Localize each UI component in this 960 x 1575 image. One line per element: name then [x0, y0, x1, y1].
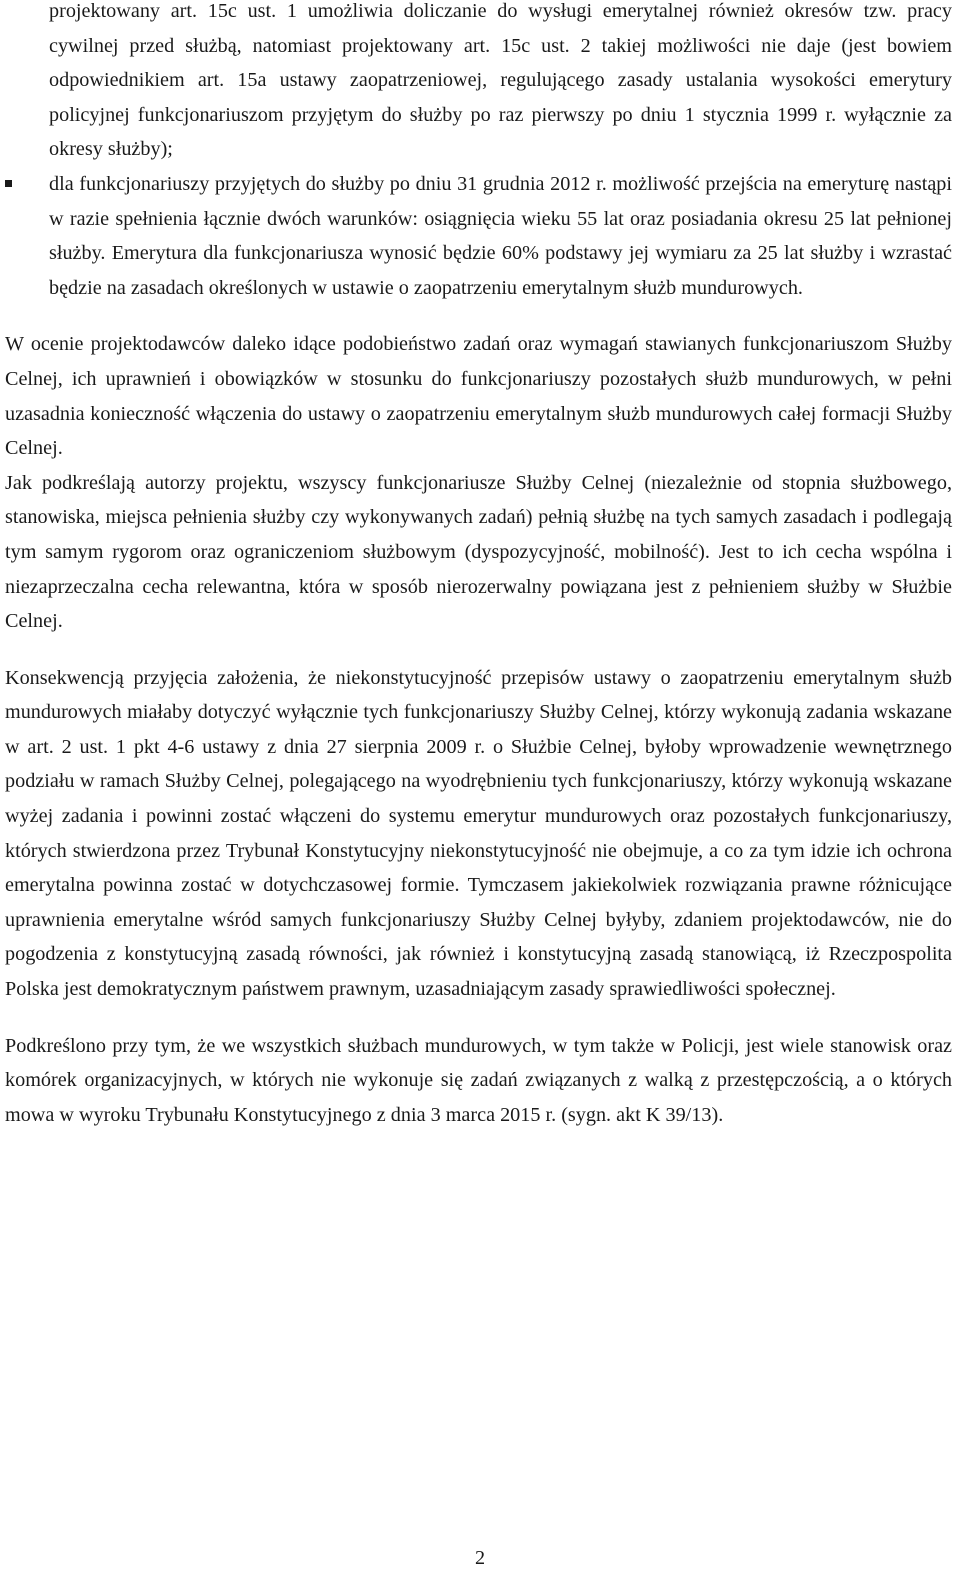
paragraph-emphasis: Podkreślono przy tym, że we wszystkich służbach mundurowych, w tym także w Policji, jest wiele stanowisk oraz komórek organizacyjnych, w których nie wykonuje się zadań związanych z walką z przestępczością, a o których mowa w wyroku Trybunału Konstytucyjnego z dnia 3 marca 2015 r. (sygn. akt K 39/13).: [5, 1034, 952, 1126]
page-number: 2: [474, 1547, 486, 1569]
continuation-paragraph: projektowany art. 15c ust. 1 umożliwia doliczanie do wysługi emerytalnej również okresów tzw. pracy cywilnej przed służbą, natomiast projektowany art. 15c ust. 2 takiej możliwości nie daje (jest bowiem odpowiednikiem art. 15a ustawy zaopatrzeniowej, regulującego zasady ustalania wysokości emerytury policyjnej funkcjonariuszom przyjętym do służby po raz pierwszy po dniu 1 stycznia 1999 r. wyłącznie za okresy służby);: [49, 0, 952, 161]
paragraph-authors: Jak podkreślają autorzy projektu, wszyscy funkcjonariusze Służby Celnej (niezależnie od stopnia służbowego, stanowiska, miejsca pełnienia służby czy wykonywanych zadań) pełnią służbę na tych samych zasadach i podlegają tym samym rygorom oraz ograniczeniom służbowym (dyspozycyjność, mobilność). Jest to ich cecha wspólna i niezaprzeczalna cecha relewantna, która w sposób nierozerwalny powiązana jest z pełnieniem służby w Służbie Celnej.: [5, 471, 952, 633]
paragraph-similarity: W ocenie projektodawców daleko idące podobieństwo zadań oraz wymagań stawianych funkcjonariuszom Służby Celnej, ich uprawnień i obowiązków w stosunku do funkcjonariuszy pozostałych służb mundurowych, w pełni uzasadnia konieczność włączenia do ustawy o zaopatrzeniu emerytalnym służb mundurowych całej formacji Służby Celnej.: [5, 333, 952, 460]
bullet-list-item: [5, 167, 952, 305]
bullet-text: dla funkcjonariuszy przyjętych do służby po dniu 31 grudnia 2012 r. możliwość przejścia na emeryturę nastąpi w razie spełnienia łącznie dwóch warunków: osiągnięcia wieku 55 lat oraz posiadania okresu 25 lat pełnionej służby. Emerytura dla funkcjonariusza wynosić będzie 60% podstawy jej wymiaru za 25 lat służby i wzrastać będzie na zasadach określonych w ustawie o zaopatrzeniu emerytalnym służb mundurowych.: [49, 172, 952, 299]
document-page: [5, 0, 952, 1132]
square-bullet-icon: [5, 180, 12, 187]
paragraph-consequence: Konsekwencją przyjęcia założenia, że niekonstytucyjność przepisów ustawy o zaopatrzeniu emerytalnym służb mundurowych miałaby dotyczyć wyłącznie tych funkcjonariuszy Służby Celnej, którzy wykonują zadania wskazane w art. 2 ust. 1 pkt 4-6 ustawy z dnia 27 sierpnia 2009 r. o Służbie Celnej, byłoby wprowadzenie wewnętrznego podziału w ramach Służby Celnej, polegającego na wyodrębnieniu tych funkcjonariuszy, którzy wykonują wskazane wyżej zadania i powinni zostać włączeni do systemu emerytur mundurowych oraz pozostałych funkcjonariuszy, których stwierdzona przez Trybunał Konstytucyjny niekonstytucyjność nie obejmuje, a co za tym idzie ich ochrona emerytalna powinna zostać w dotychczasowej formie. Tymczasem jakiekolwiek rozwiązania prawne różnicujące uprawnienia emerytalne wśród samych funkcjonariuszy Służby Celnej byłyby, zdaniem projektodawców, nie do pogodzenia z konstytucyjną zasadą równości, jak również i konstytucyjną zasadą stanowiącą, iż Rzeczpospolita Polska jest demokratycznym państwem prawnym, uzasadniającym zasady sprawiedliwości społecznej.: [5, 666, 952, 1001]
